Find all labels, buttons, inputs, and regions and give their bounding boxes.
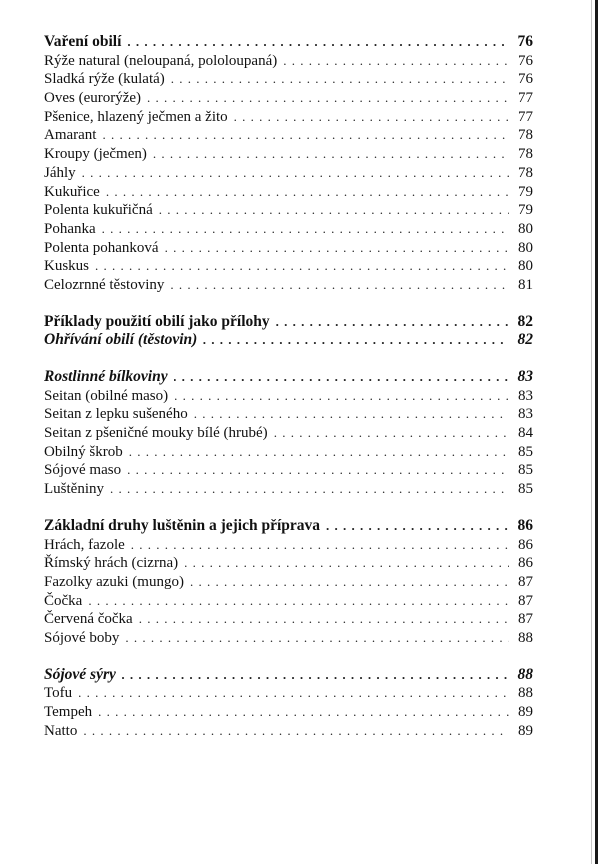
entry-title: Sójové maso [44,462,122,479]
page-number: 87 [518,611,533,628]
entry-title: Tofu [44,685,73,702]
section-heading [44,33,533,52]
entry-title: Červená čočka [44,611,133,628]
dot-leader [184,554,509,573]
page-number: 82 [517,331,533,349]
entry-title: Tempeh [44,704,93,720]
dot-leader [174,368,509,387]
dot-leader [110,480,509,499]
toc-entry [44,220,533,239]
entry-title: Seitan z lepku sušeného [44,406,188,423]
dot-leader [127,33,509,52]
entry-title: Římský hrách (cizrna) [44,555,179,572]
dot-leader [194,405,509,424]
dot-leader [147,89,509,108]
toc-entry [44,52,533,71]
toc-entry [44,108,533,127]
dot-leader [234,108,509,127]
page-number: 83 [517,368,533,385]
dot-leader [127,461,509,480]
dot-leader [283,52,509,71]
dot-leader [82,164,509,183]
entry-title: Polenta kukuřičná [44,202,153,219]
entry-title: Kukuřice [44,183,100,200]
toc-entry [44,257,533,276]
page-number: 83 [518,406,533,423]
dot-leader [274,424,509,443]
toc-entry [44,424,533,443]
page-number: 76 [517,33,533,50]
dot-leader [165,239,509,258]
dot-leader [78,684,509,703]
page-number: 81 [518,276,533,293]
page-number: 76 [518,71,533,88]
page-number: 77 [518,90,533,107]
entry-title: Seitan (obilné maso) [44,387,169,404]
entry-title: Ohřívání obilí (těstovin) [44,331,198,349]
toc-section [44,517,533,648]
toc-entry [44,183,533,202]
toc-entry [44,536,533,555]
page-edge-shadow [591,0,592,864]
dot-leader [129,443,509,462]
entry-title: Kroupy (ječmen) [44,146,147,163]
entry-title: Seitan z pšeničné mouky bílé (hrubé) [44,425,268,442]
section-heading [44,313,533,332]
dot-leader [88,592,509,611]
toc-entry [44,610,533,629]
dot-leader [153,145,509,164]
toc-entry [44,239,533,258]
entry-title: Obilný škrob [44,443,123,460]
page-number: 76 [518,52,533,69]
page-number: 80 [518,258,533,275]
entry-title: Polenta pohanková [44,239,159,256]
page-number: 82 [517,312,533,330]
toc-entry [44,276,533,295]
entry-title: Amarant [44,127,97,144]
entry-title: Sójové boby [44,629,120,646]
entry-title: Sladká rýže (kulatá) [44,71,165,88]
page-number: 85 [518,462,533,479]
dot-leader [170,276,509,295]
toc-entry [44,89,533,108]
dot-leader [139,610,509,629]
entry-title: Sójové sýry [44,665,116,683]
entry-title: Příklady použití obilí jako přílohy [44,312,270,330]
toc-entry [44,145,533,164]
page-number: 86 [518,536,533,553]
dot-leader [174,387,509,406]
toc-entry [44,573,533,592]
page-number: 80 [518,220,533,237]
toc-entry [44,629,533,648]
toc-entry [44,387,533,406]
page-number: 88 [518,685,533,702]
toc-entry [44,684,533,703]
dot-leader [203,331,509,350]
toc-entry [44,554,533,573]
dot-leader [171,70,509,89]
toc-section [44,313,533,350]
toc-entry [44,70,533,89]
entry-title: Hrách, fazole [44,536,125,553]
dot-leader [159,201,509,220]
entry-title: Kuskus [44,258,90,275]
toc-entry [44,126,533,145]
toc-section [44,368,533,499]
toc-entry [44,405,533,424]
toc-entry [44,443,533,462]
entry-title: Natto [44,722,78,739]
dot-leader [125,629,509,648]
page-number: 88 [517,665,533,683]
dot-leader [276,313,509,332]
entry-title: Vaření obilí [44,33,122,50]
toc-section [44,666,533,741]
toc-section [44,33,533,295]
page-number: 78 [518,146,533,163]
page-number: 83 [518,387,533,404]
page-number: 85 [518,443,533,460]
toc-entry [44,201,533,220]
entry-title: Pohanka [44,220,96,237]
page-number: 78 [518,164,533,181]
toc-entry [44,480,533,499]
page-number: 88 [518,629,533,646]
page-number: 89 [518,722,533,739]
dot-leader [83,722,509,741]
page-number: 79 [518,202,533,219]
entry-title: Celozrnné těstoviny [44,276,165,293]
dot-leader [102,220,509,239]
entry-title: Jáhly [44,164,76,181]
page-number: 86 [518,555,533,572]
dot-leader [95,257,509,276]
dot-leader [131,536,509,555]
dot-leader [102,126,509,145]
entry-title: Luštěniny [44,481,104,498]
entry-title: Rýže natural (neloupaná, pololoupaná) [44,52,278,69]
dot-leader [106,183,509,202]
page-edge [595,0,598,864]
dot-leader [98,703,509,722]
page-number: 86 [517,516,533,534]
dot-leader [190,573,509,592]
page-number: 89 [518,704,533,720]
entry-title: Fazolky azuki (mungo) [44,573,184,590]
toc-entry [44,461,533,480]
page-number: 84 [518,425,533,442]
toc-entry [44,703,533,722]
section-subheading [44,331,533,350]
page-number: 87 [518,573,533,590]
section-heading [44,368,533,387]
entry-title: Čočka [44,592,83,609]
page-number: 87 [518,592,533,609]
entry-title: Rostlinné bílkoviny [44,368,168,385]
entry-title: Oves (eurorýže) [44,90,142,107]
entry-title: Základní druhy luštěnin a jejich příprava [44,516,321,534]
entry-title: Pšenice, hlazený ječmen a žito [44,108,228,125]
page-number: 77 [518,108,533,125]
section-heading [44,517,533,536]
dot-leader [122,666,509,685]
dot-leader [326,517,509,536]
toc-entry [44,722,533,741]
page-number: 80 [518,239,533,256]
toc-entry [44,592,533,611]
page-number: 78 [518,127,533,144]
page-number: 79 [518,183,533,200]
page-number: 85 [518,481,533,498]
section-heading [44,666,533,685]
toc-entry [44,164,533,183]
